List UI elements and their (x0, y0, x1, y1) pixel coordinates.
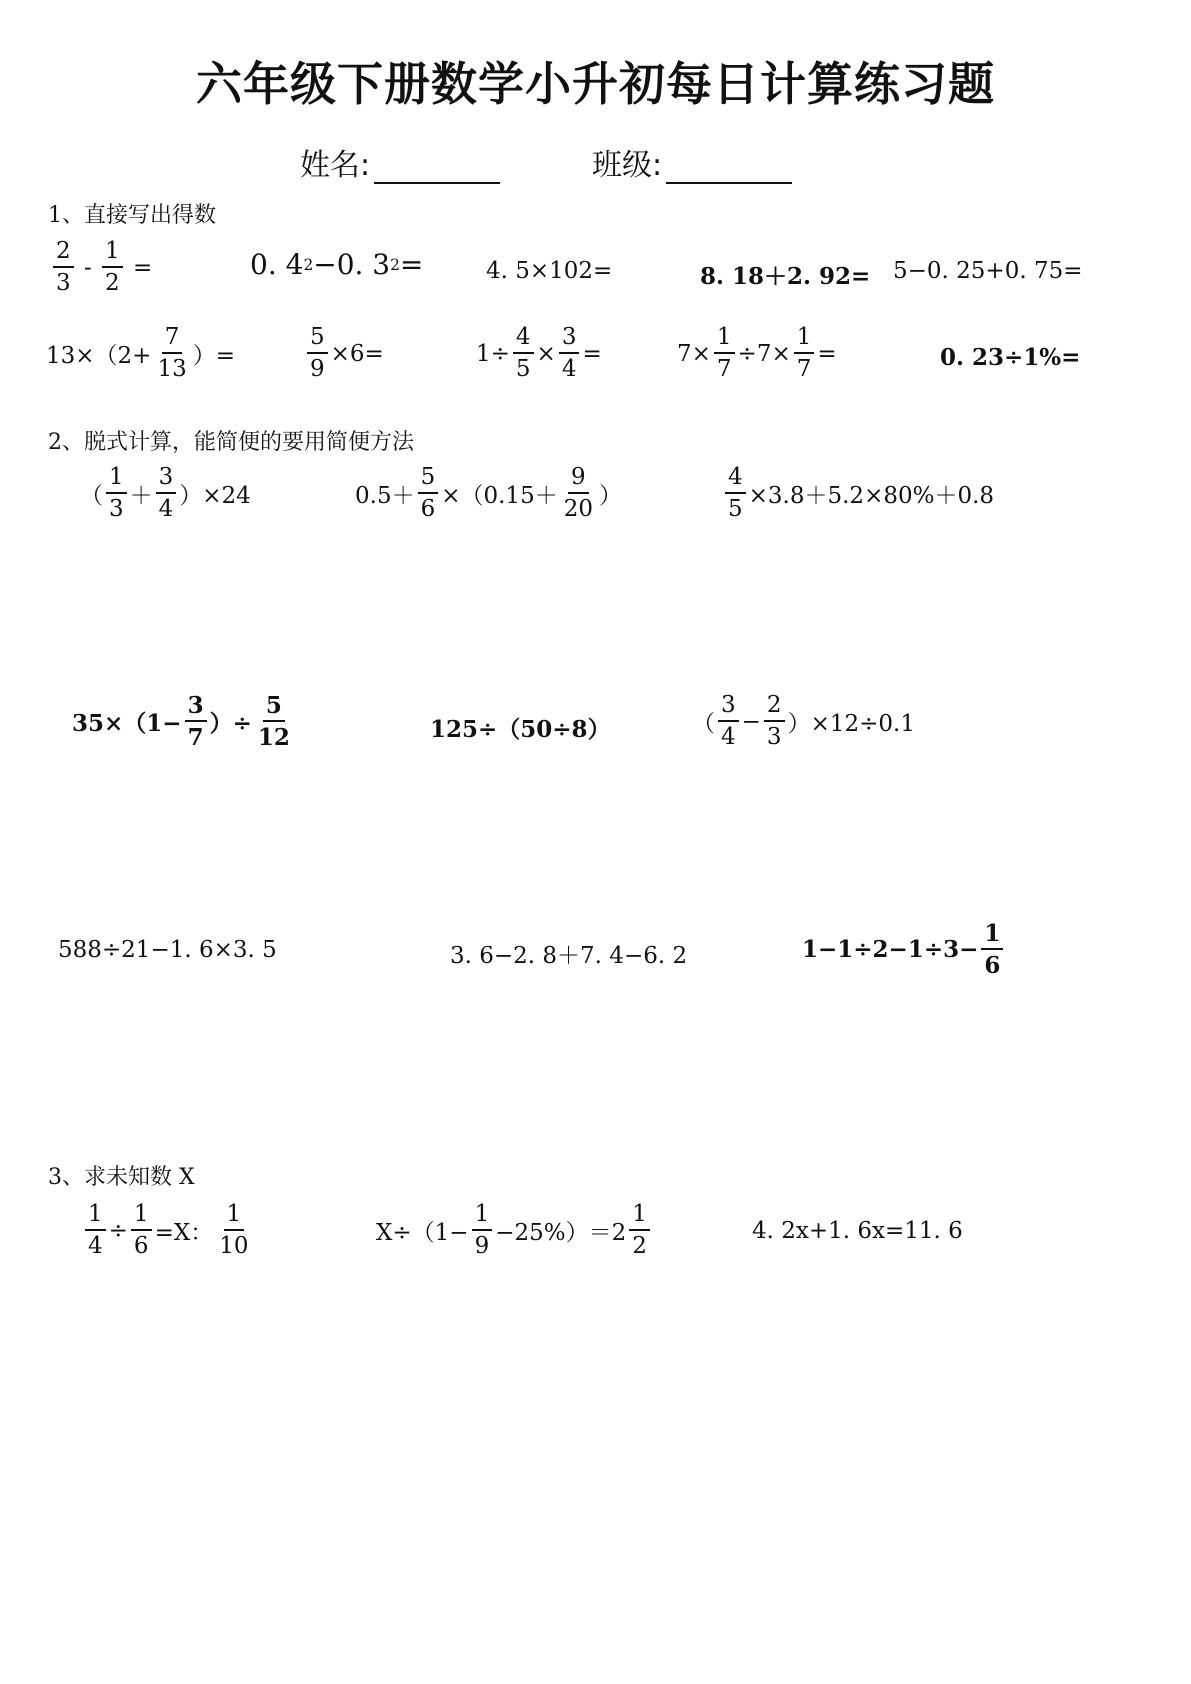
problem (46, 326, 235, 381)
problem (304, 326, 384, 381)
name-label: 姓名: (300, 148, 371, 183)
name-field (300, 140, 500, 184)
fraction: $\frac{5}{6}$ (418, 466, 439, 521)
fraction: $\frac{9}{20}$ (563, 464, 593, 522)
fraction: $\frac{3}{4}$ (156, 466, 177, 521)
expression-text: 0. 4 (250, 248, 304, 281)
fraction: $\frac{2}{3}$ (53, 240, 74, 295)
expression-text: （ (692, 711, 715, 737)
fraction: $\frac{1}{6}$ (131, 1203, 152, 1258)
problem (802, 922, 1006, 977)
fraction: $\frac{1}{9}$ (472, 1203, 493, 1258)
expression-text: ＋ (129, 483, 153, 509)
expression-text: 1÷ (476, 340, 510, 367)
fraction: $\frac{1}{10}$ (219, 1201, 249, 1259)
fraction: $\frac{1}{3}$ (106, 466, 127, 521)
expression-text: = (817, 340, 837, 367)
fraction: $\frac{1}{2}$ (629, 1203, 650, 1258)
expression-text: ×3.8＋5.2×80%＋0.8 (748, 483, 995, 509)
fraction: $\frac{1}{4}$ (85, 1203, 106, 1258)
problem (752, 1218, 963, 1244)
expression-text: = (125, 254, 153, 281)
fraction: $\frac{5}{9}$ (307, 326, 328, 381)
problem (58, 937, 277, 963)
expression-text: （ (80, 483, 103, 509)
fraction: $\frac{7}{13}$ (157, 324, 187, 382)
expression-text: 0. 23÷1%= (940, 344, 1081, 371)
expression-text: X÷（1− (376, 1220, 469, 1246)
expression-text: =X： (154, 1220, 214, 1246)
problem (893, 258, 1083, 284)
fraction: $\frac{4}{5}$ (725, 466, 746, 521)
expression-text: 4. 5×102= (486, 258, 613, 284)
problem (250, 248, 423, 281)
expression-text: 4. 2x+1. 6x=11. 6 (752, 1218, 963, 1244)
fraction: $\frac{5}{12}$ (257, 692, 290, 751)
expression-text: 35×（1− (72, 710, 182, 737)
expression-text: ）÷ (209, 710, 252, 737)
expression-text: − (741, 708, 761, 735)
class-blank[interactable] (666, 154, 792, 184)
problem (677, 326, 837, 381)
expression-text: - (76, 254, 100, 281)
expression-text: 13×（2+ (46, 343, 152, 369)
expression-text: ×6= (330, 340, 384, 367)
expression-text: −0. 3 (313, 248, 391, 281)
fraction: $\frac{4}{5}$ (513, 326, 534, 381)
problem (486, 258, 612, 284)
expression-text: = (582, 340, 602, 367)
page-title: 六年级下册数学小升初每日计算练习题 (196, 57, 995, 111)
fraction: $\frac{1}{6}$ (981, 922, 1003, 977)
expression-text: 7× (677, 340, 711, 367)
fraction: $\frac{1}{2}$ (102, 240, 123, 295)
expression-text: ÷ (108, 1217, 128, 1244)
fraction: $\frac{3}{4}$ (559, 326, 580, 381)
expression-text: ）×12÷0.1 (787, 711, 915, 737)
expression-text: 588÷21−1. 6×3. 5 (58, 937, 277, 963)
expression-text: 125÷（50÷8） (430, 716, 611, 743)
exponent: 2 (303, 255, 314, 274)
problem (692, 694, 915, 749)
expression-text: ）= (192, 343, 236, 369)
problem (476, 326, 602, 381)
problem (722, 466, 994, 521)
expression-text: 5−0. 25+0. 75= (893, 258, 1083, 284)
problem (82, 1203, 255, 1258)
name-blank[interactable] (374, 154, 500, 184)
exponent: 2 (390, 255, 400, 274)
fraction: $\frac{1}{7}$ (794, 326, 815, 381)
problem (376, 1203, 653, 1258)
problem (450, 937, 687, 970)
expression-text: ） (598, 483, 622, 509)
fraction: $\frac{3}{4}$ (718, 694, 739, 749)
fraction: $\frac{1}{7}$ (714, 326, 735, 381)
problem (80, 466, 251, 521)
expression-text: × (536, 340, 556, 367)
problem (355, 466, 622, 521)
section-3-heading: 3、求未知数 X (48, 1165, 195, 1190)
problem (700, 258, 870, 291)
fraction: $\frac{3}{7}$ (185, 694, 207, 749)
expression-text: −25%）＝2 (495, 1220, 627, 1246)
class-label: 班级: (592, 148, 663, 183)
expression-text: 8. 18＋2. 92= (700, 263, 871, 290)
problem (72, 694, 296, 749)
class-field (592, 140, 792, 184)
section-2-heading: 2、脱式计算，能简便的要用简便方法 (48, 430, 414, 455)
problem (50, 240, 152, 295)
fraction: $\frac{2}{3}$ (764, 694, 785, 749)
expression-text: ×（0.15＋ (441, 483, 558, 509)
expression-text: ÷7× (737, 340, 791, 367)
problem (430, 711, 611, 744)
expression-text: 3. 6−2. 8＋7. 4−6. 2 (450, 943, 688, 969)
problem (940, 344, 1080, 371)
expression-text: = (399, 248, 424, 281)
expression-text: ）×24 (179, 483, 251, 509)
expression-text: 0.5＋ (355, 483, 415, 509)
section-1-heading: 1、直接写出得数 (48, 203, 216, 228)
expression-text: 1−1÷2−1÷3− (802, 936, 979, 963)
